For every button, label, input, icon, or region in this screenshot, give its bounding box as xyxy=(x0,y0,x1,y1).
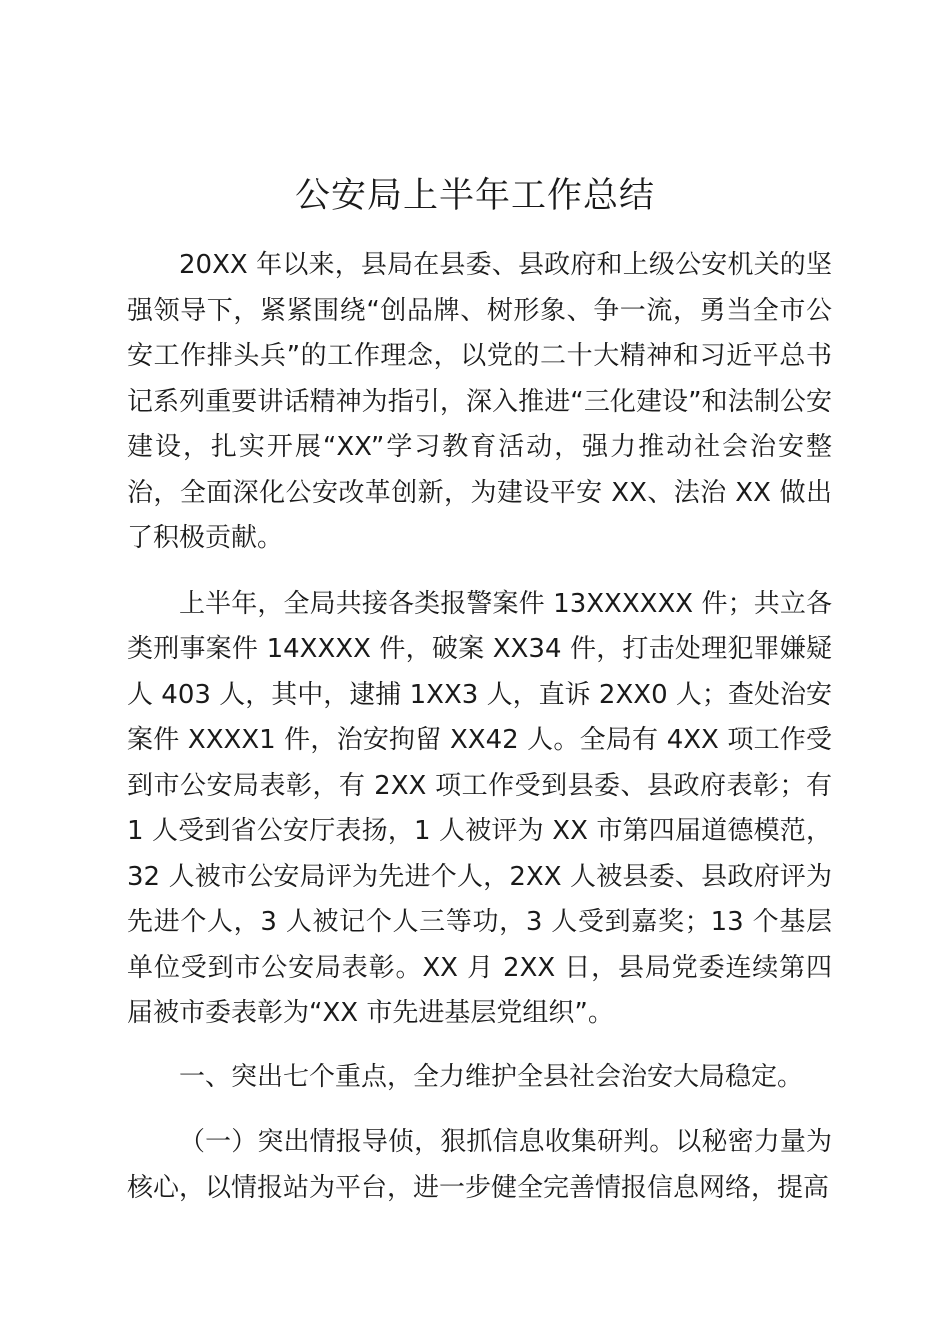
paragraph-statistics: 上半年，全局共接各类报警案件 13XXXXXX 件；共立各类刑事案件 14XXXX 件，破案 XX34 件，打击处理犯罪嫌疑人 403 人，其中，逮捕 1XX3 人，直诉 2XX0 人；查处治安案件 XXXX1 件，治安拘留 XX42 人。全局有 4XX 项工作受到市公安局表彰，有 2XX 项工作受到县委、县政府表彰；有 1 人受到省公安厅表扬，1 人被评为 XX 市第四届道德模范，32 人被市公安局评为先进个人，2XX 人被县委、县政府评为先进个人，3 人被记个人三等功，3 人受到嘉奖；13 个基层单位受到市公安局表彰。XX 月 2XX 日，县局党委连续第四届被市委表彰为“XX 市先进基层党组织”。 xyxy=(127,588,832,1028)
subsection-paragraph-1: （一）突出情报导侦，狠抓信息收集研判。以秘密力量为核心，以情报站为平台，进一步健全完善情报信息网络，提高 xyxy=(127,1127,832,1203)
paragraph-intro: 20XX 年以来，县局在县委、县政府和上级公安机关的坚强领导下，紧紧围绕“创品牌、树形象、争一流，勇当全市公安工作排头兵”的工作理念，以党的二十大精神和习近平总书记系列重要讲话精神为指引，深入推进“三化建设”和法制公安建设，扎实开展“XX”学习教育活动，强力推动社会治安整治，全面深化公安改革创新，为建设平安 XX、法治 XX 做出了积极贡献。 xyxy=(127,250,832,553)
section-heading-1: 一、突出七个重点，全力维护全县社会治安大局稳定。 xyxy=(179,1061,804,1092)
document-body xyxy=(127,243,832,1211)
document-title: 公安局上半年工作总结 xyxy=(294,176,655,216)
